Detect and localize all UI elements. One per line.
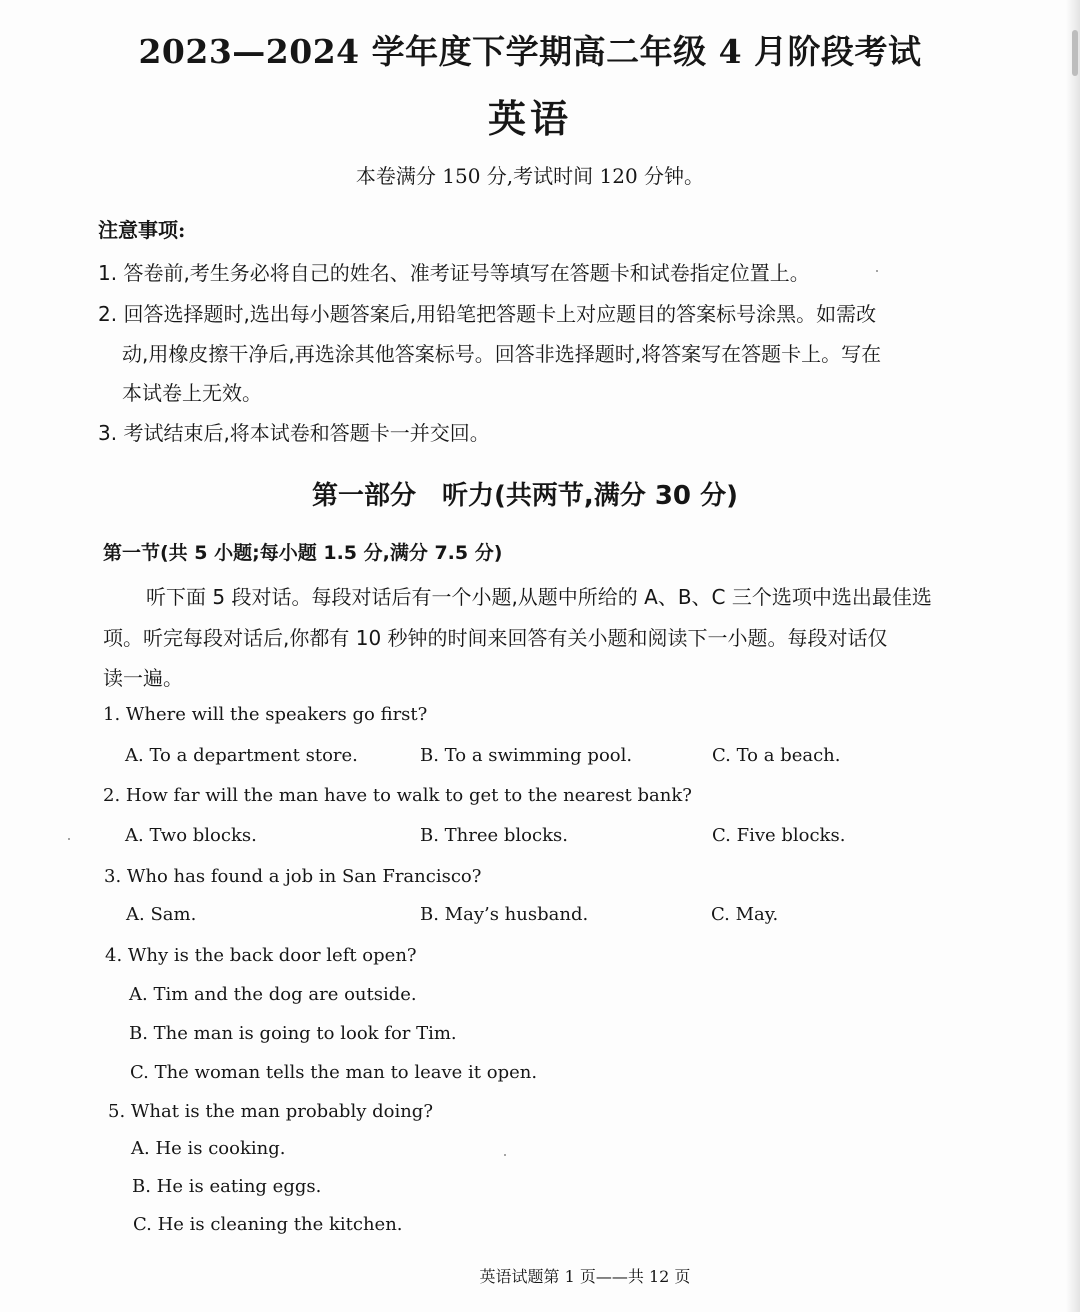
page-edge-shadow xyxy=(1066,0,1080,1312)
notice-line-2: 2. 回答选择题时,选出每小题答案后,用铅笔把答题卡上对应题目的答案标号涂黑。如需改 xyxy=(98,302,877,326)
exam-meta: 本卷满分 150 分,考试时间 120 分钟。 xyxy=(355,164,705,188)
question-4-option-c: C. The woman tells the man to leave it open. xyxy=(130,1062,538,1083)
instructions-line-2: 项。听完每段对话后,你都有 10 秒钟的时间来回答有关小题和阅读下一小题。每段对话仅 xyxy=(103,626,888,650)
instructions-line-1: 听下面 5 段对话。每段对话后有一个小题,从题中所给的 A、B、C 三个选项中选出最佳选 xyxy=(146,585,932,609)
question-1-option-a: A. To a department store. xyxy=(125,745,358,766)
page-footer: 英语试题第 1 页——共 12 页 xyxy=(479,1267,691,1286)
question-4-option-a: A. Tim and the dog are outside. xyxy=(129,984,417,1005)
exam-title: 2023—2024 学年度下学期高二年级 4 月阶段考试 xyxy=(138,32,922,71)
scroll-indicator[interactable] xyxy=(1072,30,1078,76)
question-4-stem: 4. Why is the back door left open? xyxy=(105,945,417,966)
subject-title: 英语 xyxy=(487,96,572,141)
part1-heading: 第一部分 听力(共两节,满分 30 分) xyxy=(312,481,738,511)
question-2-option-c: C. Five blocks. xyxy=(712,825,846,846)
instructions-line-3: 读一遍。 xyxy=(103,666,183,690)
notice-heading: 注意事项: xyxy=(98,218,186,242)
question-2-option-b: B. Three blocks. xyxy=(420,825,568,846)
question-5-option-b: B. He is eating eggs. xyxy=(132,1176,322,1197)
notice-line-2-cont: 动,用橡皮擦干净后,再选涂其他答案标号。回答非选择题时,将答案写在答题卡上。写在 xyxy=(122,342,882,366)
scan-speck xyxy=(68,838,70,840)
question-5-stem: 5. What is the man probably doing? xyxy=(108,1101,433,1122)
notice-line-2-end: 本试卷上无效。 xyxy=(122,381,262,405)
question-3-option-a: A. Sam. xyxy=(126,904,197,925)
question-1-stem: 1. Where will the speakers go first? xyxy=(103,704,428,725)
question-1-option-c: C. To a beach. xyxy=(712,745,841,766)
notice-line-3: 3. 考试结束后,将本试卷和答题卡一并交回。 xyxy=(98,421,490,445)
scan-speck xyxy=(876,270,878,272)
question-2-stem: 2. How far will the man have to walk to get to the nearest bank? xyxy=(103,785,692,806)
question-5-option-c: C. He is cleaning the kitchen. xyxy=(133,1214,403,1235)
question-2-option-a: A. Two blocks. xyxy=(125,825,257,846)
question-3-option-c: C. May. xyxy=(711,904,779,925)
scan-speck xyxy=(504,1154,506,1156)
section1-heading: 第一节(共 5 小题;每小题 1.5 分,满分 7.5 分) xyxy=(103,542,503,564)
question-3-stem: 3. Who has found a job in San Francisco? xyxy=(104,866,482,887)
question-3-option-b: B. May’s husband. xyxy=(420,904,589,925)
question-4-option-b: B. The man is going to look for Tim. xyxy=(129,1023,457,1044)
notice-line-1: 1. 答卷前,考生务必将自己的姓名、准考证号等填写在答题卡和试卷指定位置上。 xyxy=(98,261,810,285)
question-5-option-a: A. He is cooking. xyxy=(131,1138,286,1159)
question-1-option-b: B. To a swimming pool. xyxy=(420,745,633,766)
